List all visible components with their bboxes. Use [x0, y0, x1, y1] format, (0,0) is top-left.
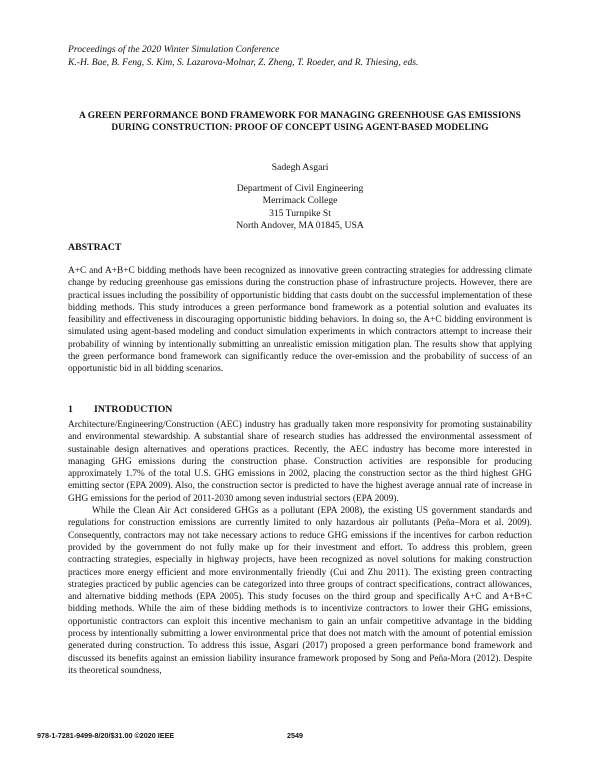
author-name: Sadegh Asgari: [271, 162, 329, 173]
footer-isbn: 978-1-7281-9499-8/20/$31.00 ©2020 IEEE: [37, 731, 175, 740]
affiliation-institution: Merrimack College: [262, 195, 338, 207]
affiliation-street: 315 Turnpike St: [269, 207, 331, 219]
proceedings-header: [68, 44, 538, 69]
editors-line: K.-H. Bae, B. Feng, S. Kim, S. Lazarova-Molnar, Z. Zheng, T. Roeder, and R. Thiesing, eds.: [68, 56, 419, 68]
introduction-heading: [68, 404, 172, 415]
section-title: INTRODUCTION: [94, 404, 173, 415]
section-number: 1: [68, 404, 73, 415]
paper-title: A GREEN PERFORMANCE BOND FRAMEWORK FOR MANAGING GREENHOUSE GAS EMISSIONS DURING CONSTRUCTION: PROOF OF CONCEPT USING AGENT-BASED MODELING: [79, 111, 521, 134]
page-number: 2549: [287, 731, 303, 740]
intro-paragraph-1: Architecture/Engineering/Construction (AEC) industry has gradually taken more responsivity for promoting sustainability and environmental stewardship. A substantial share of research studies has addressed the environmental assessment of sustainable design alternatives and operations practices. Recently, the AEC industry has become more interested in managing GHG emissions during the construction phase. Construction activities are responsible for producing approximately 1.7% of the total U.S. GHG emissions in 2002, placing the construction sector as the third highest GHG emitting sector (EPA 2009). Also, the construction sector is predicted to have the highest average annual rate of increase in GHG emissions for the period of 2011-2030 among seven industrial sectors (EPA 2009).: [68, 420, 532, 504]
intro-paragraph-2: While the Clean Air Act considered GHGs as a pollutant (EPA 2008), the existing US government standards and regulations for construction emissions are currently limited to only hazardous air pollutants (Peña–Mora et al. 2009). Consequently, contractors may not take necessary actions to reduce GHG emissions if the incentives for carbon reduction provided by the government do not fully make up for their investment and effort. To address this problem, green contracting strategies, especially in highway projects, have been recognized as novel solutions for making construction practices more energy efficient and more environmentally friendly (Cui and Zhu 2011). The existing green contracting strategies practiced by public agencies can be categorized into three groups of contract specifications, contract allowances, and alternative bidding methods (EPA 2005). This study focuses on the third group and specifically A+C and A+B+C bidding methods. While the aim of these bidding methods is to incentivize contractors to lower their GHG emissions, opportunistic contractors can exploit this incentive mechanism to gain an unfair competitive advantage in the bidding process by intentionally submitting a lower environmental price that does not match with the amount of potential emission generated during construction. To address this issue, Asgari (2017) proposed a green performance bond framework and discussed its benefits against an emission liability insurance framework proposed by Song and Peña-Mora (2012). Despite its theoretical soundness,: [68, 506, 532, 676]
introduction-body: [68, 419, 532, 677]
abstract-heading: ABSTRACT: [68, 242, 122, 253]
proceedings-line: Proceedings of the 2020 Winter Simulation Conference: [68, 44, 280, 55]
affiliation-department: Department of Civil Engineering: [236, 183, 364, 194]
author-affiliation: [62, 183, 538, 233]
affiliation-city: North Andover, MA 01845, USA: [236, 220, 364, 232]
abstract-body: A+C and A+B+C bidding methods have been recognized as innovative green contracting strategies for addressing climate change by reducing greenhouse gas emissions during the construction phase of infrastructure projects. However, there are practical issues including the possibility of opportunistic bidding that casts doubt on the successful implementation of these bidding methods. This study introduces a green performance bond framework as a potential solution and evaluates its feasibility and effectiveness in discouraging opportunistic bidding behaviors. In doing so, the A+C bidding environment is simulated using agent-based modeling and conduct simulation experiments in which contractors attempt to increase their probability of winning by intentionally submitting an unrealistic emission mitigation plan. The results show that applying the green performance bond framework can significantly reduce the over-emission and the probability of success of an opportunistic bid in all bidding scenarios.: [68, 266, 532, 375]
